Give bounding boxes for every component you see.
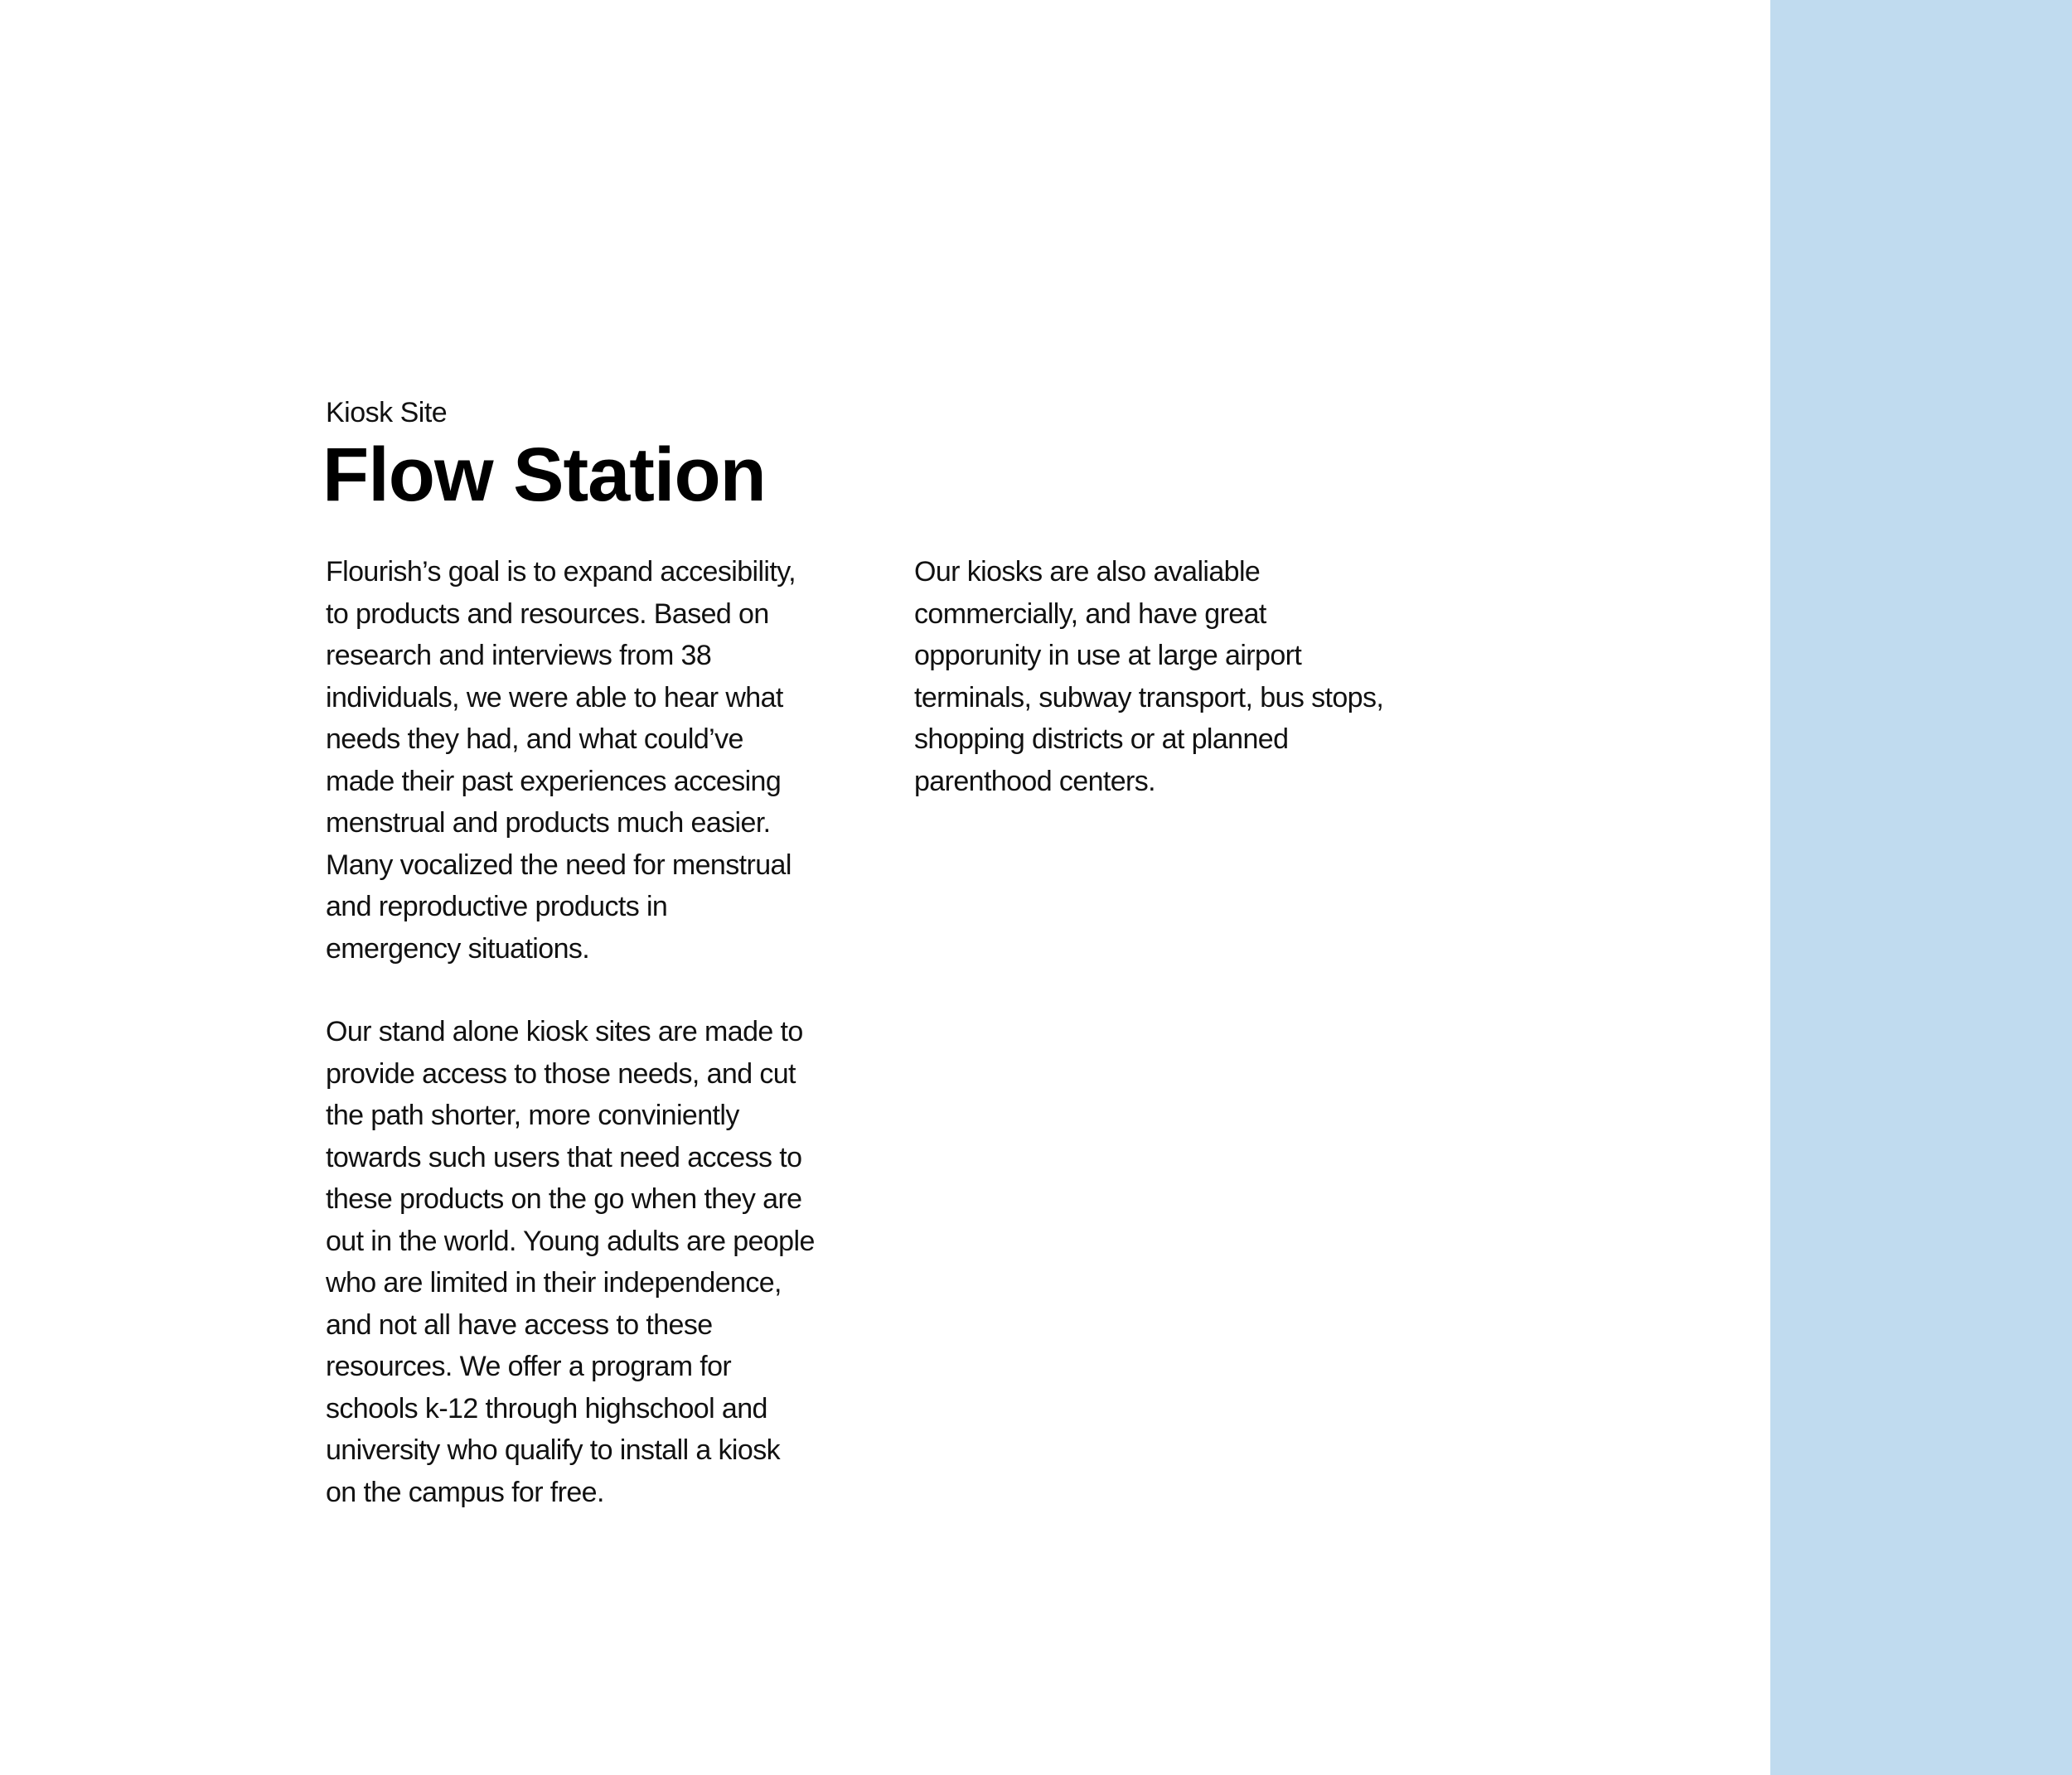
page-title: Flow Station [322,433,766,517]
body-paragraph-kiosk-sites: Our stand alone kiosk sites are made to provide access to those needs, and cut the path shorter, more conviniently towards such users that need access to these products on the go when they are out in the world. Young adults are people who are limited in their independence, and not all have access to these resources. We offer a program for schools k-12 through highschool and university who qualify to install a kiosk on the campus for free. [326,1016,815,1508]
section-eyebrow: Kiosk Site [326,397,448,428]
side-color-panel [1770,0,2072,1775]
body-paragraph-goal: Flourish’s goal is to expand accesibility, to products and resources. Based on research and interviews from 38 individuals, we were able to hear what needs they had, and what could’ve made their past experiences accesing menstrual and products much easier. Many vocalized the need for menstrual and reproductive products in emergency situations. [326,556,796,965]
body-paragraph-commercial: Our kiosks are also avaliable commercially, and have great opporunity in use at large airport terminals, subway transport, bus stops, shopping districts or at planned parenthood centers. [914,556,1384,797]
